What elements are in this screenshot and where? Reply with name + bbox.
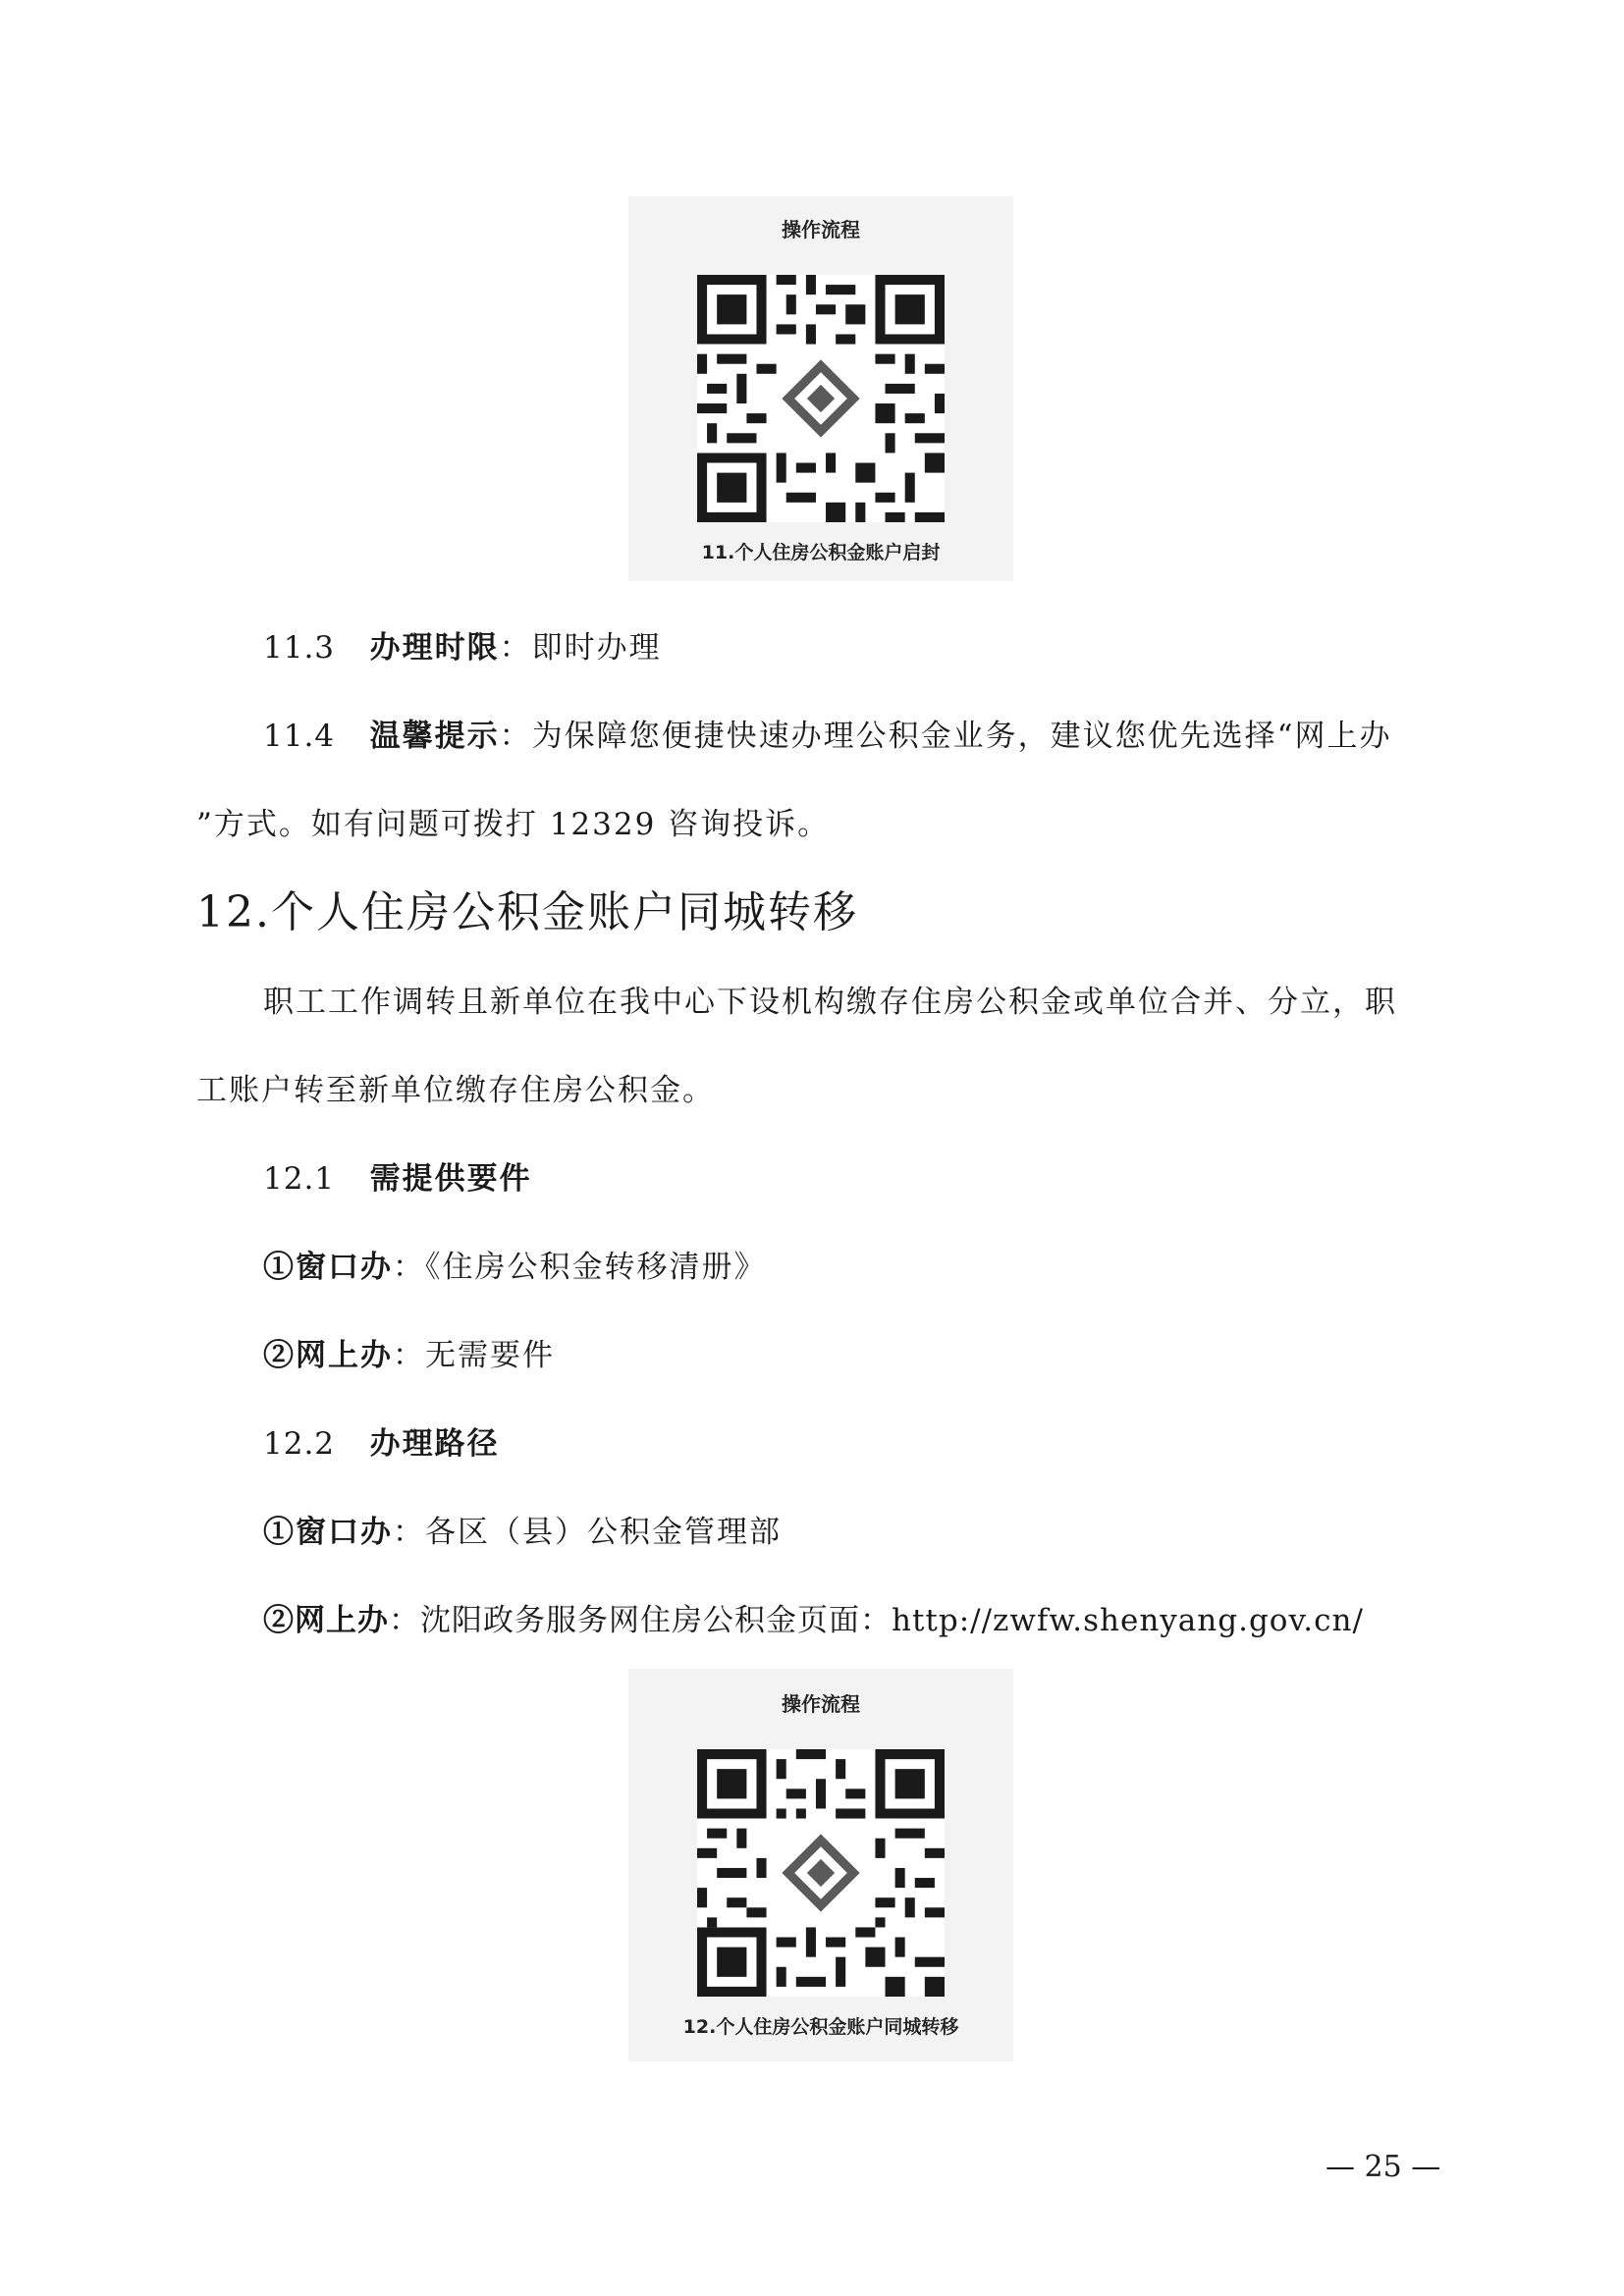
qr-code-icon <box>697 1749 945 1997</box>
item-11-3 <box>263 622 662 667</box>
window-label: ①窗口办 <box>263 1515 393 1550</box>
qr-title: 操作流程 <box>782 1692 860 1716</box>
item-colon: ： <box>389 1603 420 1638</box>
item-label: 需提供要件 <box>369 1161 532 1197</box>
qr-title: 操作流程 <box>782 218 860 241</box>
item-text: 即时办理 <box>531 630 662 666</box>
section-heading: 12.个人住房公积金账户同城转移 <box>196 887 858 937</box>
online-label: ②网上办 <box>263 1338 393 1373</box>
item-label: 办理时限 <box>369 630 500 666</box>
page-number: — 25 — <box>1326 2150 1441 2184</box>
online-label: ②网上办 <box>263 1603 389 1638</box>
qr-caption: 11.个人住房公积金账户启封 <box>701 542 941 563</box>
item-colon: ： <box>393 1338 425 1373</box>
window-text: 各区（县）公积金管理部 <box>425 1515 782 1550</box>
item-number: 12.2 <box>263 1426 336 1462</box>
item-label: 温馨提示 <box>369 719 500 754</box>
window-text: 《住房公积金转移清册》 <box>425 1250 767 1285</box>
item-colon: ： <box>393 1250 425 1285</box>
qr-card-bottom <box>628 1669 1013 2061</box>
item-number: 11.3 <box>263 630 336 666</box>
qr-card-top <box>628 196 1013 581</box>
item-11-4 <box>263 711 1391 755</box>
item-11-4-continued: ”方式。如有问题可拨打 12329 咨询投诉。 <box>196 807 831 842</box>
section-intro-line-1: 职工工作调转且新单位在我中心下设机构缴存住房公积金或单位合并、分立，职 <box>263 985 1397 1020</box>
window-label: ①窗口办 <box>263 1250 393 1285</box>
item-12-1 <box>263 1153 532 1198</box>
item-12-2-window <box>263 1507 782 1551</box>
section-intro-line-2: 工账户转至新单位缴存住房公积金。 <box>196 1073 715 1108</box>
item-colon: ： <box>393 1515 425 1550</box>
item-text: 为保障您便捷快速办理公积金业务，建议您优先选择“网上办 <box>531 719 1392 754</box>
item-label: 办理路径 <box>369 1426 500 1462</box>
item-12-2-online <box>263 1595 1364 1639</box>
item-colon: ： <box>499 719 532 754</box>
item-12-1-window <box>263 1242 767 1286</box>
qr-caption: 12.个人住房公积金账户同城转移 <box>682 2016 959 2038</box>
item-colon: ： <box>499 630 532 666</box>
item-number: 12.1 <box>263 1161 336 1197</box>
online-text: 沈阳政务服务网住房公积金页面：http://zwfw.shenyang.gov.cn/ <box>420 1603 1364 1638</box>
item-number: 11.4 <box>263 719 336 754</box>
qr-code-icon <box>697 275 945 522</box>
online-text: 无需要件 <box>425 1338 555 1373</box>
item-12-2 <box>263 1418 500 1463</box>
item-12-1-online <box>263 1330 555 1374</box>
